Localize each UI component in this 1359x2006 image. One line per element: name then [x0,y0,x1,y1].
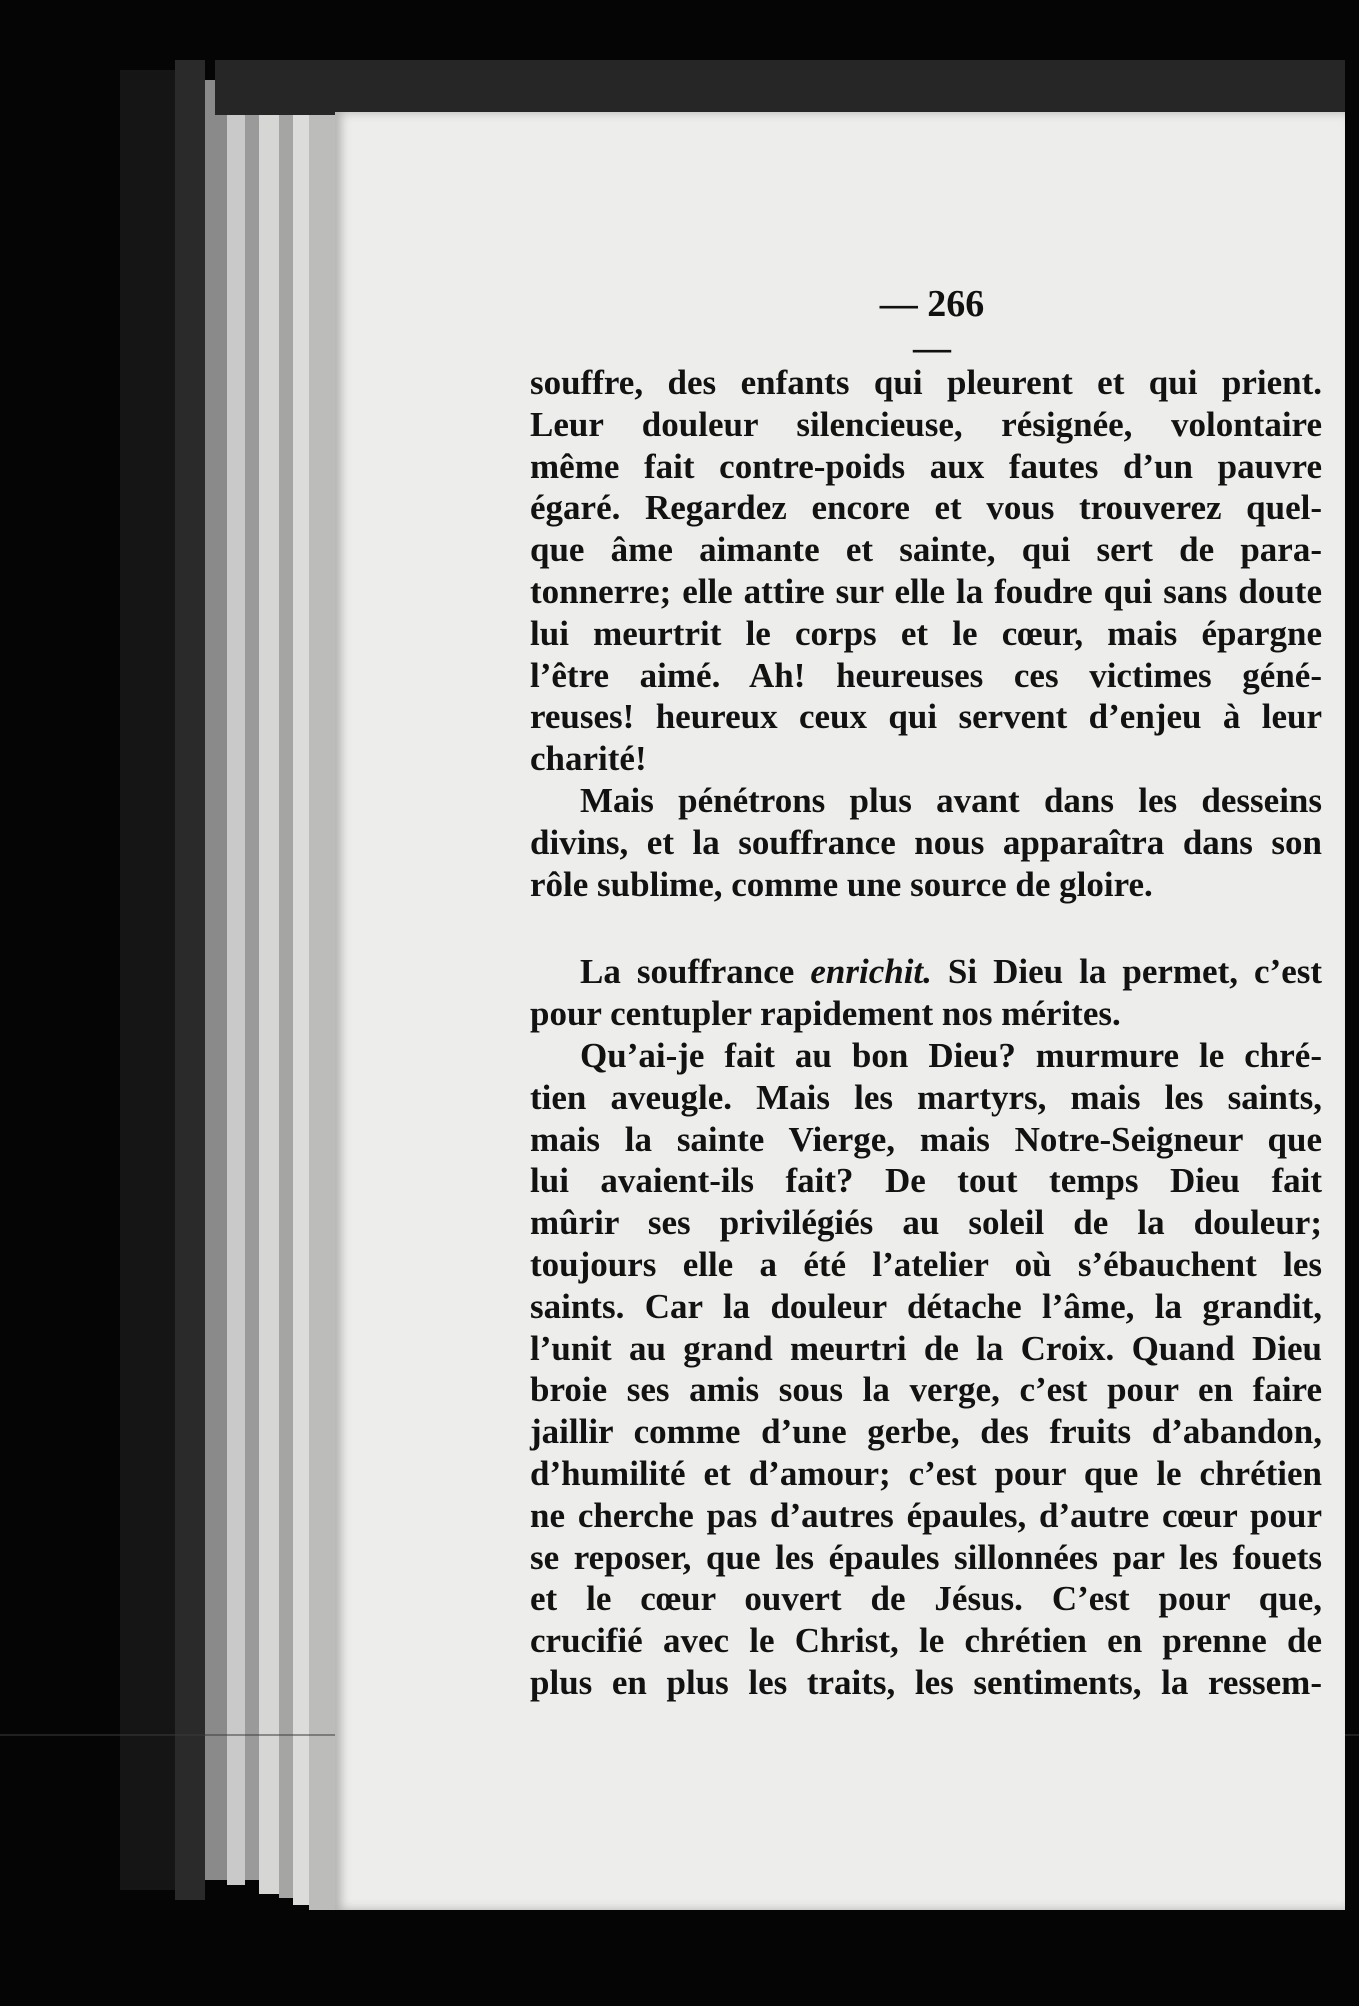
page-body [530,362,1322,1704]
text-line: jaillir comme d’une gerbe, des fruits d’abandon, [530,1412,1322,1452]
text-line: ne cherche pas d’autres épaules, d’autre cœur pour [530,1495,1322,1535]
text-line: rôle sublime, comme une source de gloire. [530,864,1153,904]
text-line: plus en plus les traits, les sentiments, la ressem- [530,1662,1322,1702]
text-line: et le cœur ouvert de Jésus. C’est pour que, [530,1579,1322,1619]
text-segment: La souffrance [580,952,811,992]
text-line: pour centupler rapidement nos mérites. [530,994,1121,1034]
text-line: que âme aimante et sainte, qui sert de para- [530,530,1322,570]
text-line: tonnerre; elle attire sur elle la foudre qui sans doute [530,571,1322,611]
text-line: l’être aimé. Ah! heureuses ces victimes géné- [530,655,1322,695]
text-line [530,951,1322,993]
text-line: Leur douleur silencieuse, résignée, volontaire [530,404,1322,444]
text-line: souffre, des enfants qui pleurent et qui prient. [530,363,1322,402]
text-line: lui meurtrit le corps et le cœur, mais épargne [530,613,1322,653]
text-line: mais la sainte Vierge, mais Notre-Seigneur que [530,1119,1322,1159]
text-line: égaré. Regardez encore et vous trouverez quel- [530,488,1322,528]
italic-word: enrichit. [810,952,932,992]
text-line: saints. Car la douleur détache l’âme, la grandit, [530,1286,1322,1326]
text-line: charité! [530,739,647,779]
paragraph-gap [530,905,1322,951]
text-line: toujours elle a été l’atelier où s’ébauchent les [530,1244,1322,1284]
text-line: broie ses amis sous la verge, c’est pour en faire [530,1370,1322,1410]
text-segment: Si Dieu la permet, c’est [931,952,1323,992]
text-line: même fait contre-poids aux fautes d’un pauvre [530,446,1322,486]
text-line: Mais pénétrons plus avant dans les desseins [580,780,1322,820]
text-line: l’unit au grand meurtri de la Croix. Quand Dieu [530,1328,1322,1368]
text-line: d’humilité et d’amour; c’est pour que le chrétien [530,1453,1322,1493]
text-line: mûrir ses privilégiés au soleil de la douleur; [530,1203,1322,1243]
text-line: se reposer, que les épaules sillonnées par les fouets [530,1537,1322,1577]
text-line: lui avaient-ils fait? De tout temps Dieu fait [530,1161,1322,1201]
text-line: divins, et la souffrance nous apparaîtra dans son [530,822,1322,862]
page-number: — 266 — [879,283,985,369]
text-line: tien aveugle. Mais les martyrs, mais les saints, [530,1077,1322,1117]
text-line: crucifié avec le Christ, le chrétien en prenne de [530,1621,1322,1661]
text-line: reuses! heureux ceux qui servent d’enjeu à leur [530,697,1322,737]
text-line: Qu’ai-je fait au bon Dieu? murmure le chré- [580,1035,1322,1075]
